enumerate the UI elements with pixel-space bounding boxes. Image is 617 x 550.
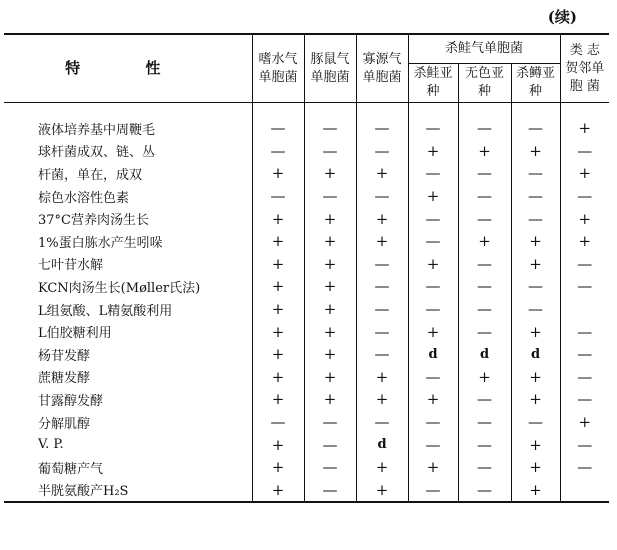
result-cell: + (252, 433, 304, 456)
result-cell: + (304, 343, 356, 366)
feature-label: 棕色水溶性色素 (4, 185, 252, 208)
table-row (4, 479, 609, 503)
result-cell: + (408, 253, 458, 276)
result-cell: — (458, 275, 511, 298)
result-cell: — (458, 117, 511, 140)
result-cell: + (458, 230, 511, 253)
result-cell: — (408, 298, 458, 321)
result-cell: + (511, 320, 560, 343)
result-cell: — (356, 343, 408, 366)
feature-label: 蔗糖发酵 (4, 366, 252, 389)
result-cell: — (511, 185, 560, 208)
result-cell: — (356, 185, 408, 208)
result-cell: + (356, 479, 408, 503)
table-row (4, 320, 609, 343)
result-cell: — (304, 456, 356, 479)
result-cell: d (511, 343, 560, 366)
feature-label: 七叶苷水解 (4, 253, 252, 276)
header-a-hydrophila: 嗜水气 单胞菌 (252, 34, 304, 103)
result-cell: — (408, 162, 458, 185)
result-cell: — (356, 320, 408, 343)
result-cell: + (252, 388, 304, 411)
result-cell: + (511, 433, 560, 456)
result-cell (560, 298, 609, 321)
result-cell: — (511, 162, 560, 185)
feature-label: 分解肌醇 (4, 411, 252, 434)
result-cell: — (252, 117, 304, 140)
result-cell: — (356, 140, 408, 163)
result-cell: + (304, 207, 356, 230)
result-cell: — (458, 479, 511, 503)
feature-label: 半胱氨酸产H₂S (4, 479, 252, 503)
result-cell: — (252, 140, 304, 163)
result-cell: — (458, 162, 511, 185)
result-cell: + (578, 413, 592, 432)
result-cell: + (511, 479, 560, 503)
header-a-sobria: 寡源气 单胞菌 (356, 34, 408, 103)
table-row (4, 366, 609, 389)
feature-label: 1%蛋白胨水产生吲哚 (4, 230, 252, 253)
header-subsp-achromogenes: 无色亚 种 (458, 64, 511, 103)
header-a-caviae: 豚鼠气 单胞菌 (304, 34, 356, 103)
result-cell: + (304, 388, 356, 411)
table-row (4, 411, 609, 434)
result-cell (560, 479, 609, 503)
result-cell: — (408, 207, 458, 230)
result-cell: — (577, 390, 593, 409)
result-cell: + (578, 209, 592, 228)
result-cell: — (577, 141, 593, 160)
table-row (4, 343, 609, 366)
feature-label: 球杆菌成双、链、丛 (4, 140, 252, 163)
result-cell: — (511, 411, 560, 434)
result-cell: + (578, 164, 592, 183)
result-cell: d (356, 433, 408, 456)
result-cell: + (252, 207, 304, 230)
table-row (4, 162, 609, 185)
result-cell: — (511, 298, 560, 321)
result-cell: — (356, 253, 408, 276)
result-cell: — (577, 367, 593, 386)
feature-label: KCN肉汤生长(Møller氏法) (4, 275, 252, 298)
result-cell: — (458, 433, 511, 456)
result-cell: d (408, 343, 458, 366)
header-subsp-masoucida: 杀鳟亚 种 (511, 64, 560, 103)
result-cell: + (252, 298, 304, 321)
table-row (4, 275, 609, 298)
result-cell: + (408, 456, 458, 479)
result-cell: — (458, 456, 511, 479)
result-cell: — (304, 117, 356, 140)
result-cell: — (408, 230, 458, 253)
result-cell: + (356, 207, 408, 230)
result-cell: — (577, 322, 593, 341)
result-cell: — (356, 275, 408, 298)
feature-label: 甘露醇发酵 (4, 388, 252, 411)
result-cell: + (252, 456, 304, 479)
result-cell: — (577, 187, 593, 206)
table-row (4, 456, 609, 479)
feature-label: 液体培养基中周鞭毛 (4, 117, 252, 140)
result-cell: — (408, 366, 458, 389)
result-cell: — (408, 433, 458, 456)
result-cell: + (304, 275, 356, 298)
result-cell: + (252, 320, 304, 343)
result-cell: + (252, 366, 304, 389)
result-cell: — (304, 433, 356, 456)
result-cell: + (408, 388, 458, 411)
feature-label: V. P. (4, 433, 252, 456)
result-cell: + (458, 140, 511, 163)
result-cell: + (252, 253, 304, 276)
table-row (4, 298, 609, 321)
header-subsp-salmonicida: 杀鲑亚 种 (408, 64, 458, 103)
result-cell: + (304, 162, 356, 185)
result-cell: — (252, 185, 304, 208)
result-cell: + (252, 275, 304, 298)
feature-label: 37°C营养肉汤生长 (4, 207, 252, 230)
result-cell: — (458, 411, 511, 434)
result-cell: — (511, 207, 560, 230)
table-header (4, 34, 609, 103)
header-feature: 特 性 (4, 34, 252, 103)
table-row (4, 230, 609, 253)
result-cell: — (458, 185, 511, 208)
result-cell: — (458, 253, 511, 276)
table-row (4, 388, 609, 411)
table-row (4, 185, 609, 208)
result-cell: + (511, 253, 560, 276)
result-cell: — (408, 275, 458, 298)
result-cell: — (577, 435, 593, 454)
result-cell: — (577, 254, 593, 273)
result-cell: — (577, 277, 593, 296)
header-group-a-salmonicida: 杀鲑气单胞菌 (408, 34, 560, 64)
result-cell: — (304, 185, 356, 208)
result-cell: + (356, 230, 408, 253)
result-cell: + (304, 320, 356, 343)
result-cell: — (408, 479, 458, 503)
result-cell: + (511, 456, 560, 479)
result-cell: + (304, 298, 356, 321)
result-cell: — (577, 345, 593, 364)
result-cell: + (356, 388, 408, 411)
result-cell: + (252, 479, 304, 503)
result-cell: — (356, 411, 408, 434)
characteristics-table (4, 33, 609, 503)
result-cell: + (511, 230, 560, 253)
feature-label: 杨苷发酵 (4, 343, 252, 366)
result-cell: — (356, 298, 408, 321)
result-cell: + (356, 162, 408, 185)
result-cell: — (252, 411, 304, 434)
feature-label: 葡萄糖产气 (4, 456, 252, 479)
result-cell: + (511, 366, 560, 389)
result-cell: — (458, 320, 511, 343)
table-body (4, 103, 609, 503)
result-cell: d (458, 343, 511, 366)
result-cell: + (252, 230, 304, 253)
result-cell: + (304, 366, 356, 389)
continued-label: (续) (547, 8, 577, 26)
result-cell: + (511, 388, 560, 411)
result-cell: + (408, 140, 458, 163)
table-row (4, 117, 609, 140)
result-cell: + (304, 230, 356, 253)
table-row (4, 253, 609, 276)
result-cell: — (408, 411, 458, 434)
result-cell: + (304, 253, 356, 276)
result-cell: — (304, 140, 356, 163)
result-cell: — (511, 275, 560, 298)
feature-label: 杆菌，单在，成双 (4, 162, 252, 185)
result-cell: + (252, 162, 304, 185)
result-cell: — (458, 388, 511, 411)
result-cell: + (578, 119, 592, 138)
result-cell: — (356, 117, 408, 140)
result-cell: + (408, 320, 458, 343)
table-row (4, 433, 609, 456)
result-cell: + (356, 366, 408, 389)
result-cell: + (511, 140, 560, 163)
result-cell: + (578, 232, 592, 251)
result-cell: + (408, 185, 458, 208)
result-cell: + (252, 343, 304, 366)
feature-label: L组氨酸、L精氨酸利用 (4, 298, 252, 321)
result-cell: — (511, 117, 560, 140)
result-cell: + (356, 456, 408, 479)
table-row (4, 140, 609, 163)
result-cell: — (304, 479, 356, 503)
result-cell: — (458, 298, 511, 321)
result-cell: — (458, 207, 511, 230)
result-cell: + (458, 366, 511, 389)
result-cell: — (577, 458, 593, 477)
table-row (4, 207, 609, 230)
header-plesiomonas: 类 志 贺邻单 胞 菌 (560, 34, 609, 103)
result-cell: — (408, 117, 458, 140)
result-cell: — (304, 411, 356, 434)
feature-label: L伯胶糖利用 (4, 320, 252, 343)
